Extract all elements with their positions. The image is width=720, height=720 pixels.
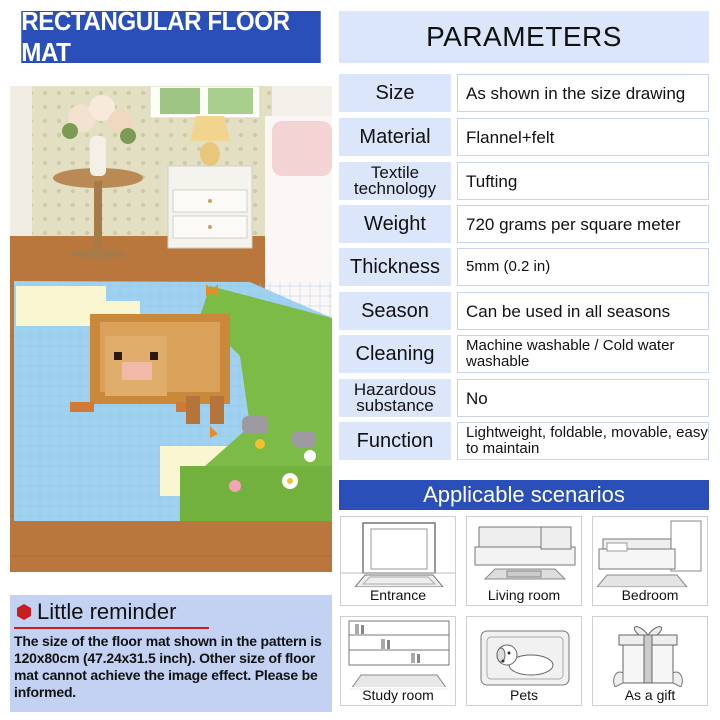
reminder-text: The size of the floor mat shown in the pattern is 120x80cm (47.24x31.5 inch). Other size of floor mat cannot achieve the image effect. Please be informed. xyxy=(14,633,322,700)
param-row-textile-technology xyxy=(339,162,709,200)
product-title: RECTANGULAR FLOOR MAT xyxy=(21,11,320,63)
param-label: Material xyxy=(339,118,451,156)
product-photo xyxy=(10,86,332,572)
scenario-label: Living room xyxy=(467,587,581,603)
param-row-function xyxy=(339,422,709,460)
scenario-label: Pets xyxy=(467,687,581,703)
param-row-weight xyxy=(339,205,709,243)
param-value: 720 grams per square meter xyxy=(457,205,709,243)
param-label: Hazardous substance xyxy=(339,379,451,417)
scenario-living-room xyxy=(466,516,582,606)
param-label: Function xyxy=(339,422,451,460)
param-label: Size xyxy=(339,74,451,112)
scenario-gift xyxy=(592,616,708,706)
param-value: 5mm (0.2 in) xyxy=(457,248,709,286)
param-label: Textile technology xyxy=(339,162,451,200)
reminder-header xyxy=(14,599,328,625)
scenarios-title: Applicable scenarios xyxy=(339,480,709,510)
hexagon-icon xyxy=(16,604,32,620)
scenario-pets xyxy=(466,616,582,706)
scenario-study-room xyxy=(340,616,456,706)
room-scene-illustration xyxy=(10,86,332,572)
param-value: Can be used in all seasons xyxy=(457,292,709,330)
param-label: Weight xyxy=(339,205,451,243)
parameters-title: PARAMETERS xyxy=(339,11,709,63)
param-value: Lightweight, foldable, movable, easy to maintain xyxy=(457,422,709,460)
scenario-label: Bedroom xyxy=(593,587,707,603)
scenario-label: Study room xyxy=(341,687,455,703)
param-value: Machine washable / Cold water washable xyxy=(457,335,709,373)
param-row-hazardous-substance xyxy=(339,379,709,417)
param-value: As shown in the size drawing xyxy=(457,74,709,112)
reminder-panel xyxy=(10,595,332,712)
scenario-bedroom xyxy=(592,516,708,606)
param-label: Cleaning xyxy=(339,335,451,373)
param-row-thickness xyxy=(339,248,709,286)
param-value: Flannel+felt xyxy=(457,118,709,156)
scenario-label: Entrance xyxy=(341,587,455,603)
reminder-title: Little reminder xyxy=(37,599,177,624)
param-row-size xyxy=(339,74,709,112)
param-row-cleaning xyxy=(339,335,709,373)
param-value: Tufting xyxy=(457,162,709,200)
param-row-material xyxy=(339,118,709,156)
scenario-entrance xyxy=(340,516,456,606)
reminder-divider xyxy=(14,627,209,629)
scenario-label: As a gift xyxy=(593,687,707,703)
param-label: Thickness xyxy=(339,248,451,286)
param-label: Season xyxy=(339,292,451,330)
param-value: No xyxy=(457,379,709,417)
param-row-season xyxy=(339,292,709,330)
